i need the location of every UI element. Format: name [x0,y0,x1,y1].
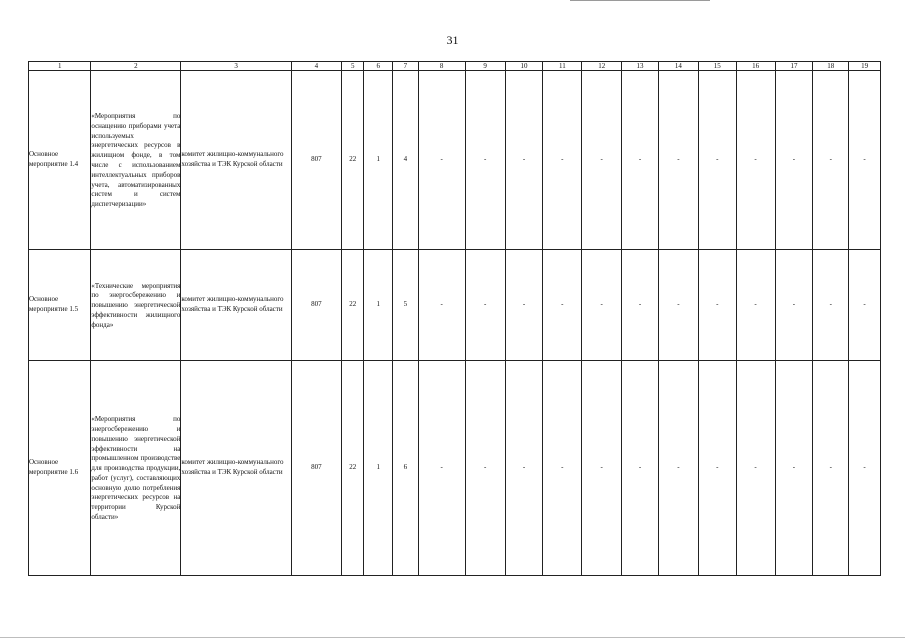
value-cell: - [582,250,622,361]
measure-name: Основное мероприятие 1.6 [29,361,91,576]
code-cell: 807 [291,361,341,576]
column-number: 5 [341,62,364,71]
value-cell: - [543,250,582,361]
measure-description [91,250,181,361]
code-cell: 807 [291,71,341,250]
page-number: 31 [446,33,459,47]
value-cell: - [622,361,659,576]
column-number: 15 [698,62,736,71]
value-cell: - [418,71,465,250]
value-cell: - [418,361,465,576]
column-number: 11 [543,62,582,71]
column-number: 7 [393,62,419,71]
value-cell: - [849,250,881,361]
measure-description-text: «Мероприятия по оснащению приборами учета используемых энергетических ресурсов в жилищном фонде, в том числе с использованием интеллектуальных приборов учета, автоматизированных систем и систем диспетчеризации» [91,112,181,209]
table-row [29,250,881,361]
code-cell: 22 [341,361,364,576]
measure-description-text: «Мероприятия по энергосбережению и повышению энергетической эффективности на промышленном производстве для производства продукции, работ (услуг), составляющих основную долю потребления энергетических ресурсов на территории Курской области» [91,415,181,522]
value-cell: - [658,361,698,576]
value-cell: - [813,250,849,361]
measure-name: Основное мероприятие 1.5 [29,250,91,361]
value-cell: - [813,71,849,250]
column-number: 13 [622,62,659,71]
value-cell: - [465,250,505,361]
value-cell: - [698,71,736,250]
column-number: 6 [364,62,393,71]
value-cell: - [543,71,582,250]
measure-executor: комитет жилищно-коммунального хозяйства и ТЭК Курской области [181,361,291,576]
scan-artifact-bottom [0,637,905,638]
column-number: 14 [658,62,698,71]
value-cell: - [849,361,881,576]
value-cell: - [849,71,881,250]
column-number: 19 [849,62,881,71]
value-cell: - [813,361,849,576]
column-number: 4 [291,62,341,71]
column-number: 17 [775,62,813,71]
value-cell: - [775,361,813,576]
column-number: 16 [736,62,775,71]
value-cell: - [736,71,775,250]
measure-name: Основное мероприятие 1.4 [29,71,91,250]
column-number: 12 [582,62,622,71]
column-number: 10 [505,62,543,71]
measure-description-text: «Технические мероприятия по энергосбережению и повышению энергетической эффективности жилищного фонда» [91,281,181,329]
value-cell: - [622,71,659,250]
measure-executor: комитет жилищно-коммунального хозяйства и ТЭК Курской области [181,71,291,250]
value-cell: - [582,361,622,576]
table-row [29,361,881,576]
table-row [29,71,881,250]
column-number: 3 [181,62,291,71]
value-cell: - [775,250,813,361]
measure-executor: комитет жилищно-коммунального хозяйства и ТЭК Курской области [181,250,291,361]
column-number: 9 [465,62,505,71]
value-cell: - [505,71,543,250]
value-cell: - [543,361,582,576]
code-cell: 5 [393,250,419,361]
code-cell: 1 [364,361,393,576]
value-cell: - [698,250,736,361]
value-cell: - [736,250,775,361]
scan-artifact-top [570,0,710,1]
value-cell: - [698,361,736,576]
code-cell: 807 [291,250,341,361]
column-number: 2 [91,62,181,71]
value-cell: - [582,71,622,250]
value-cell: - [658,71,698,250]
measure-description [91,361,181,576]
measure-description [91,71,181,250]
value-cell: - [505,250,543,361]
value-cell: - [622,250,659,361]
column-number: 18 [813,62,849,71]
measures-table [28,61,881,576]
code-cell: 4 [393,71,419,250]
column-number: 1 [29,62,91,71]
column-number-row [29,62,881,71]
code-cell: 22 [341,71,364,250]
column-number: 8 [418,62,465,71]
code-cell: 6 [393,361,419,576]
value-cell: - [418,250,465,361]
code-cell: 1 [364,250,393,361]
value-cell: - [775,71,813,250]
value-cell: - [465,71,505,250]
value-cell: - [736,361,775,576]
value-cell: - [658,250,698,361]
code-cell: 1 [364,71,393,250]
value-cell: - [465,361,505,576]
code-cell: 22 [341,250,364,361]
value-cell: - [505,361,543,576]
